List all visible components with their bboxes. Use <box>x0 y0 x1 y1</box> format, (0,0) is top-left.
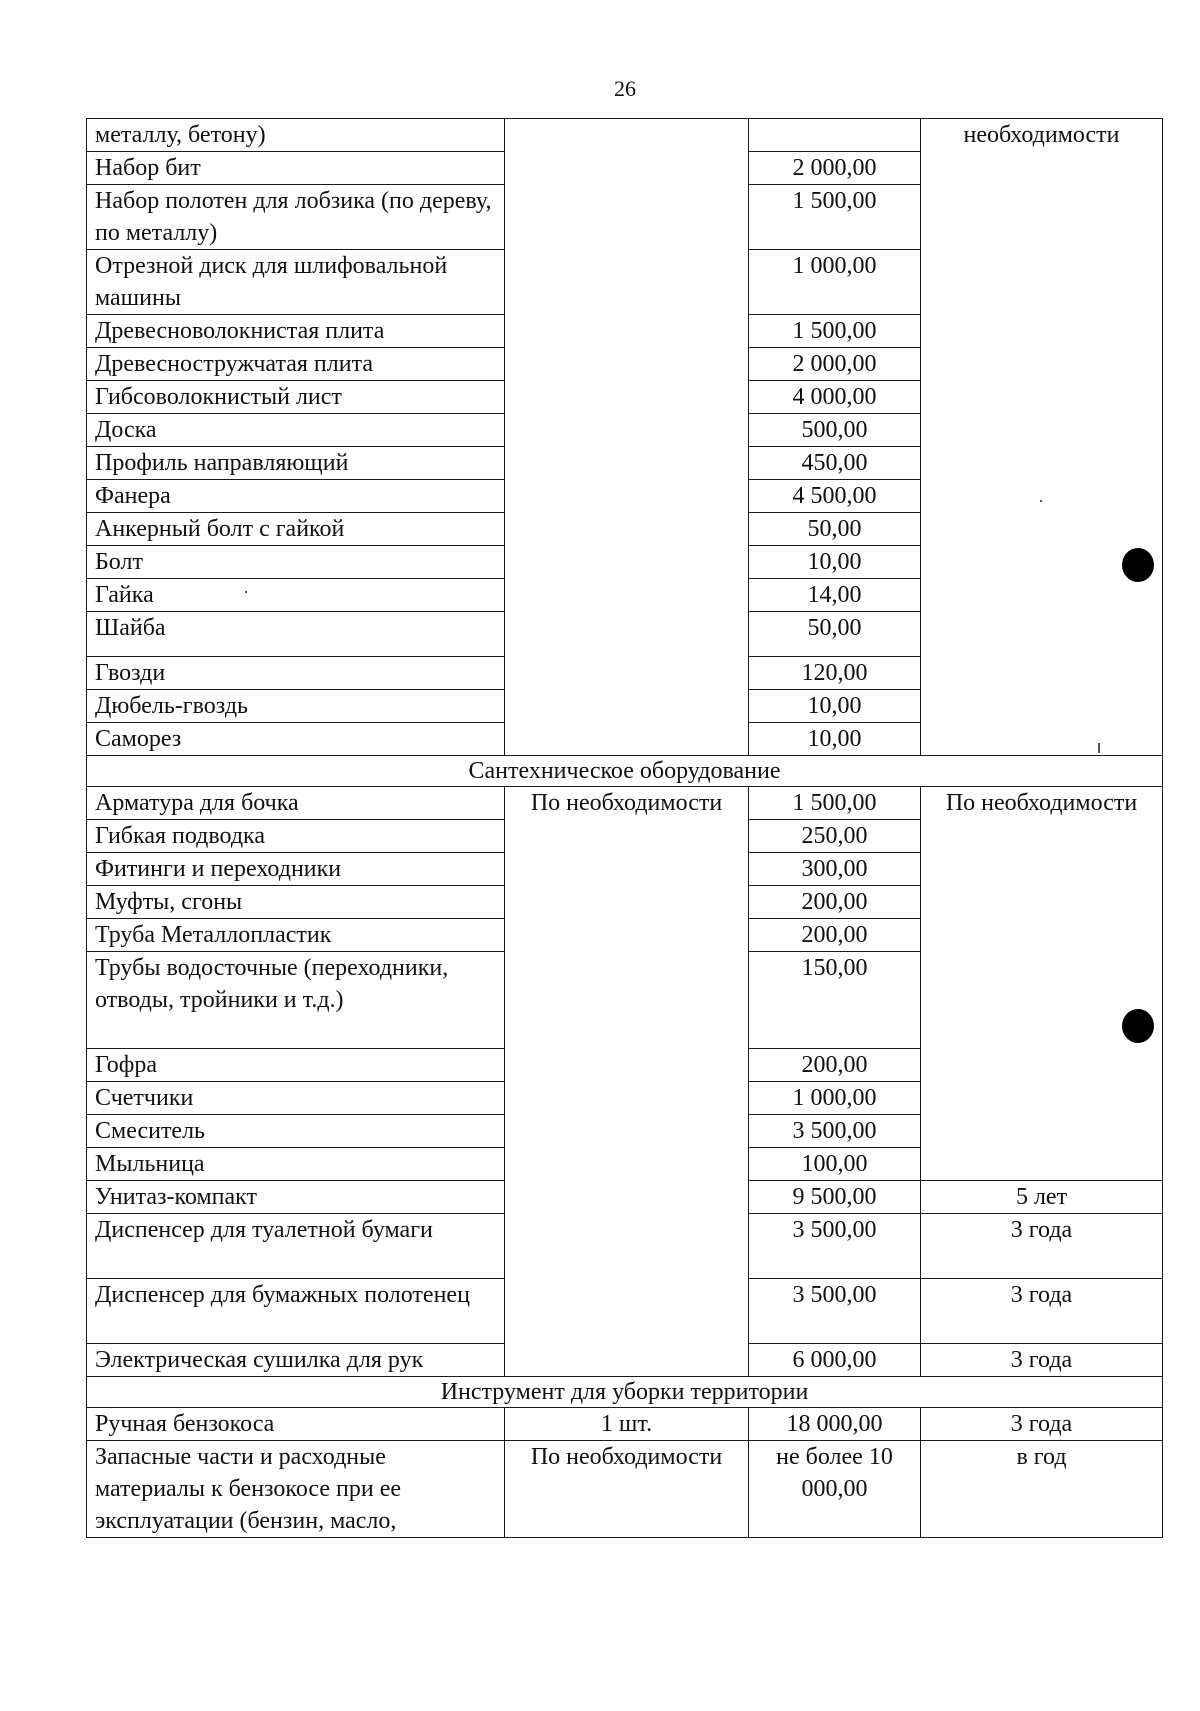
item-name: Профиль направляющий <box>87 447 505 480</box>
item-name: металлу, бетону) <box>87 119 505 152</box>
item-quantity: По необходимости <box>505 1441 749 1538</box>
item-name: Электрическая сушилка для рук <box>87 1344 505 1377</box>
item-price: 4 500,00 <box>749 480 921 513</box>
item-price: 300,00 <box>749 853 921 886</box>
item-quantity <box>505 119 749 756</box>
item-name: Фанера <box>87 480 505 513</box>
item-price: 1 500,00 <box>749 315 921 348</box>
item-price: 14,00 <box>749 579 921 612</box>
item-name: Ручная бензокоса <box>87 1408 505 1441</box>
item-name: Гибкая подводка <box>87 820 505 853</box>
item-name: Саморез <box>87 723 505 756</box>
item-name: Диспенсер для туалетной бумаги <box>87 1214 505 1279</box>
item-term: 3 года <box>921 1408 1163 1441</box>
item-term: необходимости <box>921 119 1163 756</box>
item-term: 3 года <box>921 1279 1163 1344</box>
punch-hole-mark <box>1122 548 1154 582</box>
item-term: 5 лет <box>921 1181 1163 1214</box>
item-term: в год <box>921 1441 1163 1538</box>
item-name: Муфты, сгоны <box>87 886 505 919</box>
item-name: Набор бит <box>87 152 505 185</box>
item-name: Гвозди <box>87 657 505 690</box>
item-price: 1 000,00 <box>749 250 921 315</box>
item-price: 150,00 <box>749 952 921 1049</box>
item-name: Дюбель-гвоздь <box>87 690 505 723</box>
table-row <box>87 1408 1163 1441</box>
item-name: Мыльница <box>87 1148 505 1181</box>
section-title: Инструмент для уборки территории <box>87 1377 1163 1408</box>
item-name: Отрезной диск для шлифовальной машины <box>87 250 505 315</box>
item-term: 3 года <box>921 1214 1163 1279</box>
item-term: 3 года <box>921 1344 1163 1377</box>
item-name: Запасные части и расходные материалы к бензокосе при ее эксплуатации (бензин, масло, <box>87 1441 505 1538</box>
item-name: Шайба <box>87 612 505 657</box>
table-row <box>87 787 1163 820</box>
item-name: Смеситель <box>87 1115 505 1148</box>
item-name: Болт <box>87 546 505 579</box>
item-name: Гайка <box>87 579 505 612</box>
item-price: 9 500,00 <box>749 1181 921 1214</box>
item-price: 200,00 <box>749 886 921 919</box>
punch-hole-mark <box>1122 1009 1154 1043</box>
item-name: Счетчики <box>87 1082 505 1115</box>
item-price: не более 10 000,00 <box>749 1441 921 1538</box>
item-price: 18 000,00 <box>749 1408 921 1441</box>
item-price: 250,00 <box>749 820 921 853</box>
item-quantity: По необходимости <box>505 787 749 1377</box>
section-row <box>87 1377 1163 1408</box>
item-price: 10,00 <box>749 690 921 723</box>
item-price: 50,00 <box>749 513 921 546</box>
item-quantity: 1 шт. <box>505 1408 749 1441</box>
scan-speck <box>245 591 247 593</box>
item-price: 1 500,00 <box>749 185 921 250</box>
item-price: 450,00 <box>749 447 921 480</box>
item-name: Унитаз-компакт <box>87 1181 505 1214</box>
item-price <box>749 119 921 152</box>
item-name: Древесностружчатая плита <box>87 348 505 381</box>
item-name: Анкерный болт с гайкой <box>87 513 505 546</box>
item-name: Гибсоволокнистый лист <box>87 381 505 414</box>
item-price: 200,00 <box>749 919 921 952</box>
item-price: 2 000,00 <box>749 152 921 185</box>
item-name: Доска <box>87 414 505 447</box>
item-price: 100,00 <box>749 1148 921 1181</box>
item-price: 500,00 <box>749 414 921 447</box>
section-row <box>87 756 1163 787</box>
item-price: 6 000,00 <box>749 1344 921 1377</box>
item-name: Арматура для бочка <box>87 787 505 820</box>
scan-speck <box>1098 743 1100 753</box>
item-name: Гофра <box>87 1049 505 1082</box>
item-price: 1 500,00 <box>749 787 921 820</box>
item-name: Фитинги и переходники <box>87 853 505 886</box>
item-name: Набор полотен для лобзика (по дереву, по металлу) <box>87 185 505 250</box>
item-price: 10,00 <box>749 546 921 579</box>
item-price: 1 000,00 <box>749 1082 921 1115</box>
item-name: Труба Металлопластик <box>87 919 505 952</box>
price-table <box>86 118 1163 1538</box>
table-row <box>87 119 1163 152</box>
item-name: Древесноволокнистая плита <box>87 315 505 348</box>
item-price: 50,00 <box>749 612 921 657</box>
page-number: 26 <box>614 76 636 101</box>
item-price: 3 500,00 <box>749 1214 921 1279</box>
item-price: 120,00 <box>749 657 921 690</box>
item-name: Трубы водосточные (переходники, отводы, тройники и т.д.) <box>87 952 505 1049</box>
table-row <box>87 1441 1163 1538</box>
scan-speck <box>1040 500 1042 502</box>
section-title: Сантехническое оборудование <box>87 756 1163 787</box>
item-price: 3 500,00 <box>749 1279 921 1344</box>
item-name: Диспенсер для бумажных полотенец <box>87 1279 505 1344</box>
item-price: 2 000,00 <box>749 348 921 381</box>
item-price: 3 500,00 <box>749 1115 921 1148</box>
item-price: 10,00 <box>749 723 921 756</box>
item-term: По необходимости <box>921 787 1163 1181</box>
item-price: 200,00 <box>749 1049 921 1082</box>
item-price: 4 000,00 <box>749 381 921 414</box>
